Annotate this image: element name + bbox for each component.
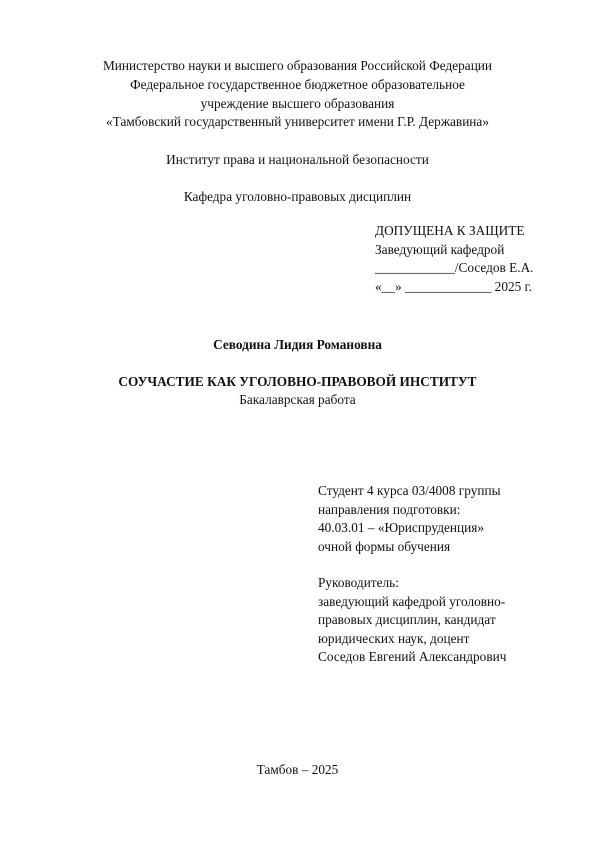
institution-line-1: Федеральное государственное бюджетное образовательное	[130, 77, 465, 92]
approval-date-line: «__» _____________ 2025 г.	[375, 279, 532, 295]
supervisor-block	[318, 574, 506, 667]
approval-role: Заведующий кафедрой	[375, 241, 505, 257]
author-name: Севодина Лидия Романовна	[213, 337, 382, 352]
work-title: СОУЧАСТИЕ КАК УГОЛОВНО-ПРАВОВОЙ ИНСТИТУТ	[118, 374, 477, 389]
supervisor-line-2: правовых дисциплин, кандидат	[318, 612, 496, 628]
supervisor-name: Соседов Евгений Александрович	[318, 649, 507, 665]
ministry-line: Министерство науки и высшего образования Российской Федерации	[102, 58, 493, 73]
approval-block	[375, 222, 534, 297]
student-info-line-4: очной формы обучения	[318, 538, 451, 554]
institute-name: Институт права и национальной безопасности	[166, 152, 429, 167]
approval-signature-line: ____________/Соседов Е.А.	[375, 260, 534, 276]
department-name: Кафедра уголовно-правовых дисциплин	[183, 189, 412, 204]
institution-line-2: учреждение высшего образования	[200, 96, 395, 111]
student-info-block	[318, 482, 501, 556]
city-year: Тамбов – 2025	[256, 762, 339, 777]
student-info-line-1: Студент 4 курса 03/4008 группы	[318, 483, 501, 498]
student-info-line-3: 40.03.01 – «Юриспруденция»	[318, 520, 484, 536]
university-name: «Тамбовский государственный университет имени Г.Р. Державина»	[106, 114, 489, 129]
work-type: Бакалаврская работа	[239, 392, 356, 407]
supervisor-line-1: заведующий кафедрой уголовно-	[318, 593, 506, 609]
student-info-line-2: направления подготовки:	[318, 501, 461, 517]
supervisor-line-3: юридических наук, доцент	[318, 630, 470, 646]
supervisor-label: Руководитель:	[318, 575, 399, 590]
approval-status: ДОПУЩЕНА К ЗАЩИТЕ	[375, 223, 525, 238]
